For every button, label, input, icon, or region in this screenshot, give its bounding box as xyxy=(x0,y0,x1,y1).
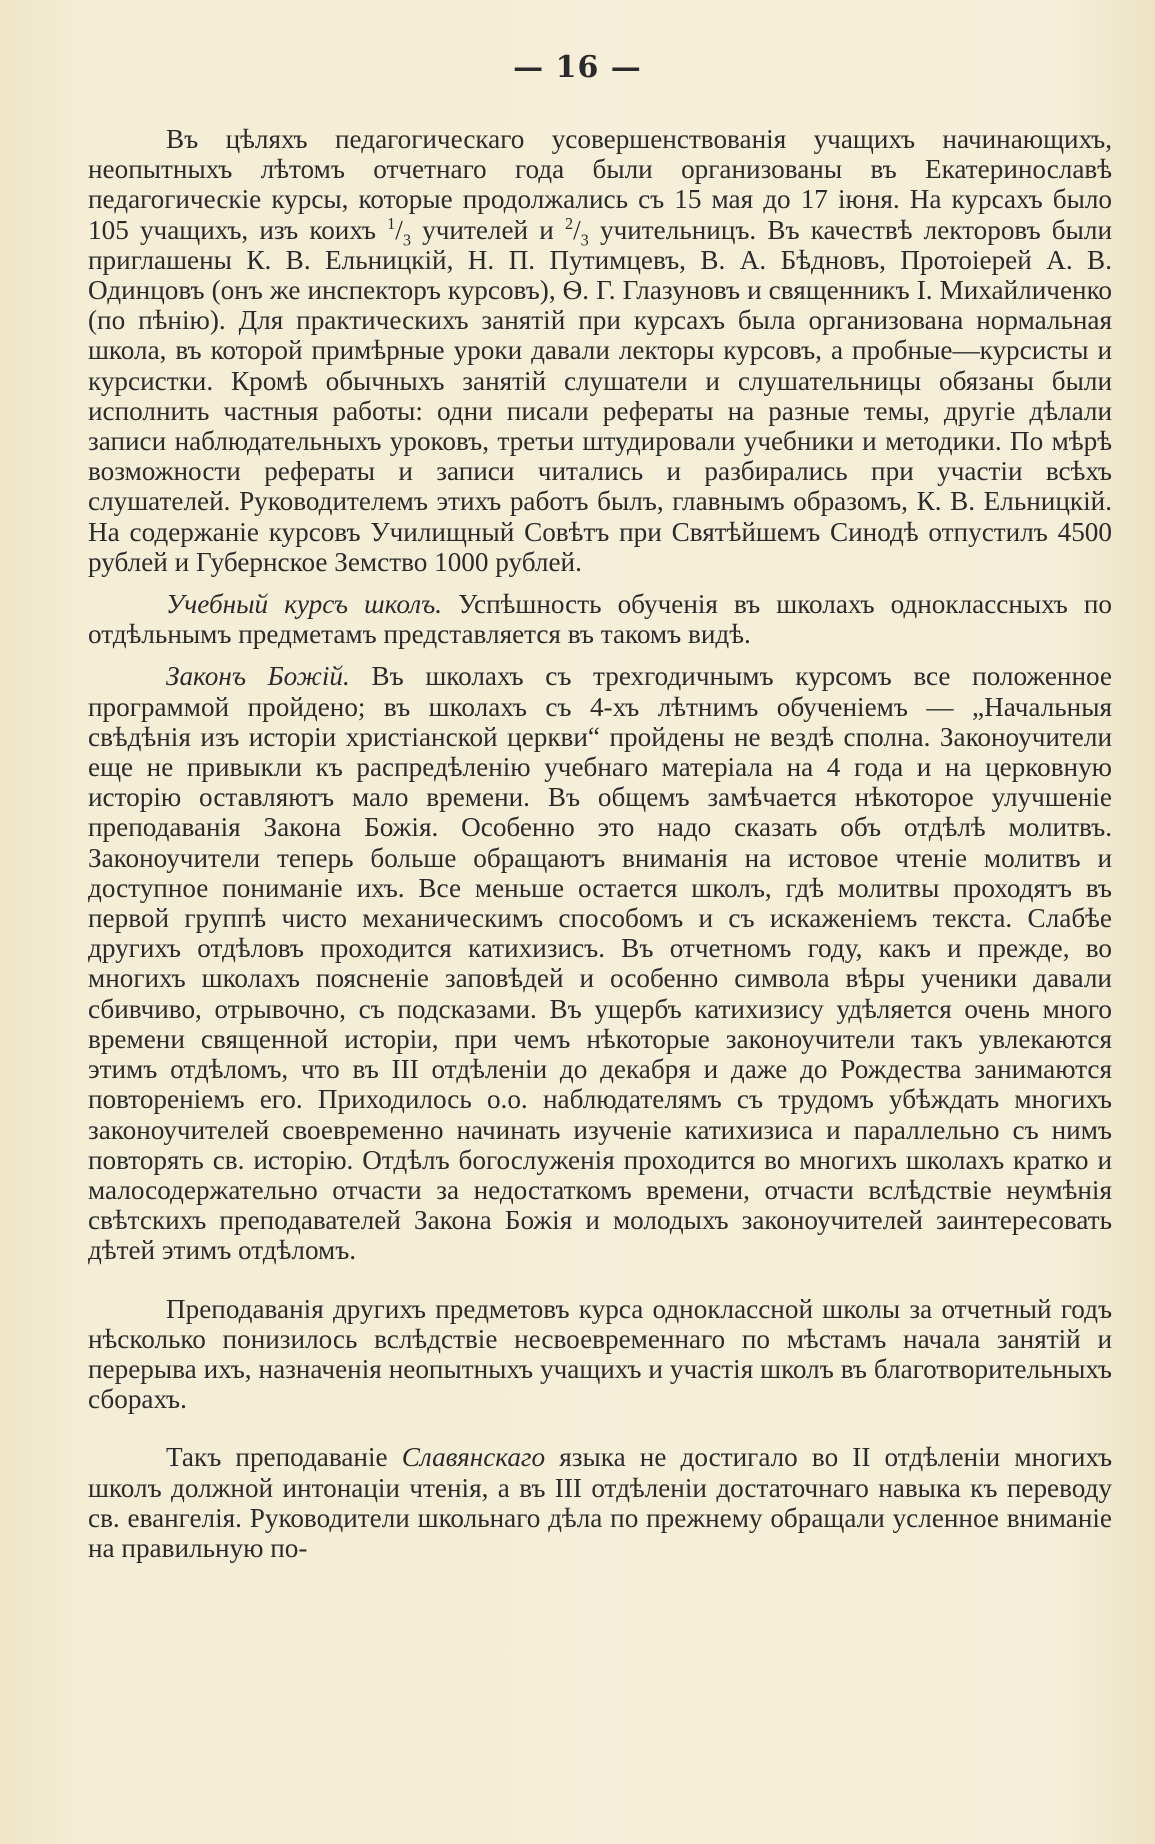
paragraph-courses: Въ цѣляхъ педагогическаго усовершенствованія учащихъ начинающихъ, неопытныхъ лѣтомъ отчетнаго года были организованы въ Екатеринославѣ педагогическіе курсы, которые продолжались съ 15 мая до 17 іюня. На курсахъ было 105 учащихъ, изъ коихъ $^1/_3$ учителей и $^2/_3$ учительницъ. Въ качествѣ лекторовъ были приглашены К. В. Ельницкій, Н. П. Путимцевъ, В. А. Бѣдновъ, Протоіерей А. В. Одинцовъ (онъ же инспекторъ курсовъ), Ѳ. Г. Глазуновъ и священникъ І. Михайличенко (по пѣнію). Для практическихъ занятій при курсахъ была организована нормальная школа, въ которой примѣрные уроки давали лекторы курсовъ, а пробные—курсисты и курсистки. Кромѣ обычныхъ занятій слушатели и слушательницы обязаны были исполнить частныя работы: одни писали рефераты на разные темы, другіе дѣлали записи наблюдательныхъ уроковъ, третьи штудировали учебники и методики. По мѣрѣ возможности рефераты и записи читались и разбирались при участіи всѣхъ слушателей. Руководителемъ этихъ работъ былъ, главнымъ образомъ, К. В. Ельницкій. На содержаніе курсовъ Училищный Совѣтъ при Святѣйшемъ Синодѣ отпустилъ 4500 рублей и Губернское Земство 1000 рублей. xyxy=(88,124,1112,577)
paragraph-other-subjects: Преподаванія другихъ предметовъ курса одноклассной школы за отчетный годъ нѣсколько понизилось вслѣдствіе несвоевременнаго по мѣстамъ начала занятій и перерыва ихъ, назначенія неопытныхъ учащихъ и участія школъ въ благотворительныхъ сборахъ. xyxy=(88,1293,1112,1415)
paragraph-law-of-god: Законъ Божій. Въ школахъ съ трехгодичнымъ курсомъ все положенное программой пройдено; въ школахъ съ 4-хъ лѣтнимъ обученіемъ — „Начальныя свѣдѣнія изъ исторіи христіанской церкви“ пройдены не вездѣ сполна. Законоучители еще не привыкли къ распредѣленію учебнаго матеріала на 4 года и на церковную исторію оставляютъ мало времени. Въ общемъ замѣчается нѣкоторое улучшеніе преподаванія Закона Божія. Особенно это надо сказать объ отдѣлѣ молитвъ. Законоучители теперь больше обращаютъ вниманія на истовое чтеніе молитвъ и доступное пониманіе ихъ. Все меньше остается школъ, гдѣ молитвы проходятъ въ первой группѣ чисто механическимъ способомъ и съ искаженіемъ текста. Слабѣе другихъ отдѣловъ проходится катихизисъ. Въ отчетномъ году, какъ и прежде, во многихъ школахъ поясненіе заповѣдей и особенно символа вѣры ученики давали сбивчиво, отрывочно, съ подсказами. Въ ущербъ катихизису удѣляется очень много времени священной исторіи, при чемъ нѣкоторые законоучители такъ увлекаются этимъ отдѣломъ, что въ III отдѣленіи до декабря и даже до Рождества занимаются повтореніемъ его. Приходилось о.о. наблюдателямъ съ трудомъ убѣждать многихъ законоучителей своевременно начинать изученіе катихизиса и параллельно съ нимъ повторять св. исторію. Отдѣлъ богослуженія проходится во многихъ школахъ кратко и малосодержательно отчасти за недостаткомъ времени, отчасти вслѣдствіе неумѣнія свѣтскихъ преподавателей Закона Божія и молодыхъ законоучителей заинтересовать дѣтей этимъ отдѣломъ. xyxy=(88,661,1112,1266)
paragraph-slavonic: Такъ преподаваніе Славянскаго языка не достигало во II отдѣленіи многихъ школъ должной интонаціи чтенія, а въ III отдѣленіи достаточнаго навыка къ переводу св. евангелія. Руководители школьнаго дѣла по прежнему обращали усленное вниманіе на правильную по- xyxy=(88,1442,1113,1563)
section-heading-curriculum: Учебный курсъ школъ. xyxy=(166,589,442,620)
page-number: — 16 — xyxy=(513,50,642,85)
section-heading-law-of-god: Законъ Божій. xyxy=(166,661,350,692)
body-text xyxy=(88,124,1112,1563)
paragraph-curriculum: Учебный курсъ школъ. Успѣшность обученія въ школахъ одноклассныхъ по отдѣльнымъ предметамъ представляется въ такомъ видѣ. xyxy=(88,589,1112,650)
term-slavonic: Славянскаго xyxy=(401,1442,546,1473)
